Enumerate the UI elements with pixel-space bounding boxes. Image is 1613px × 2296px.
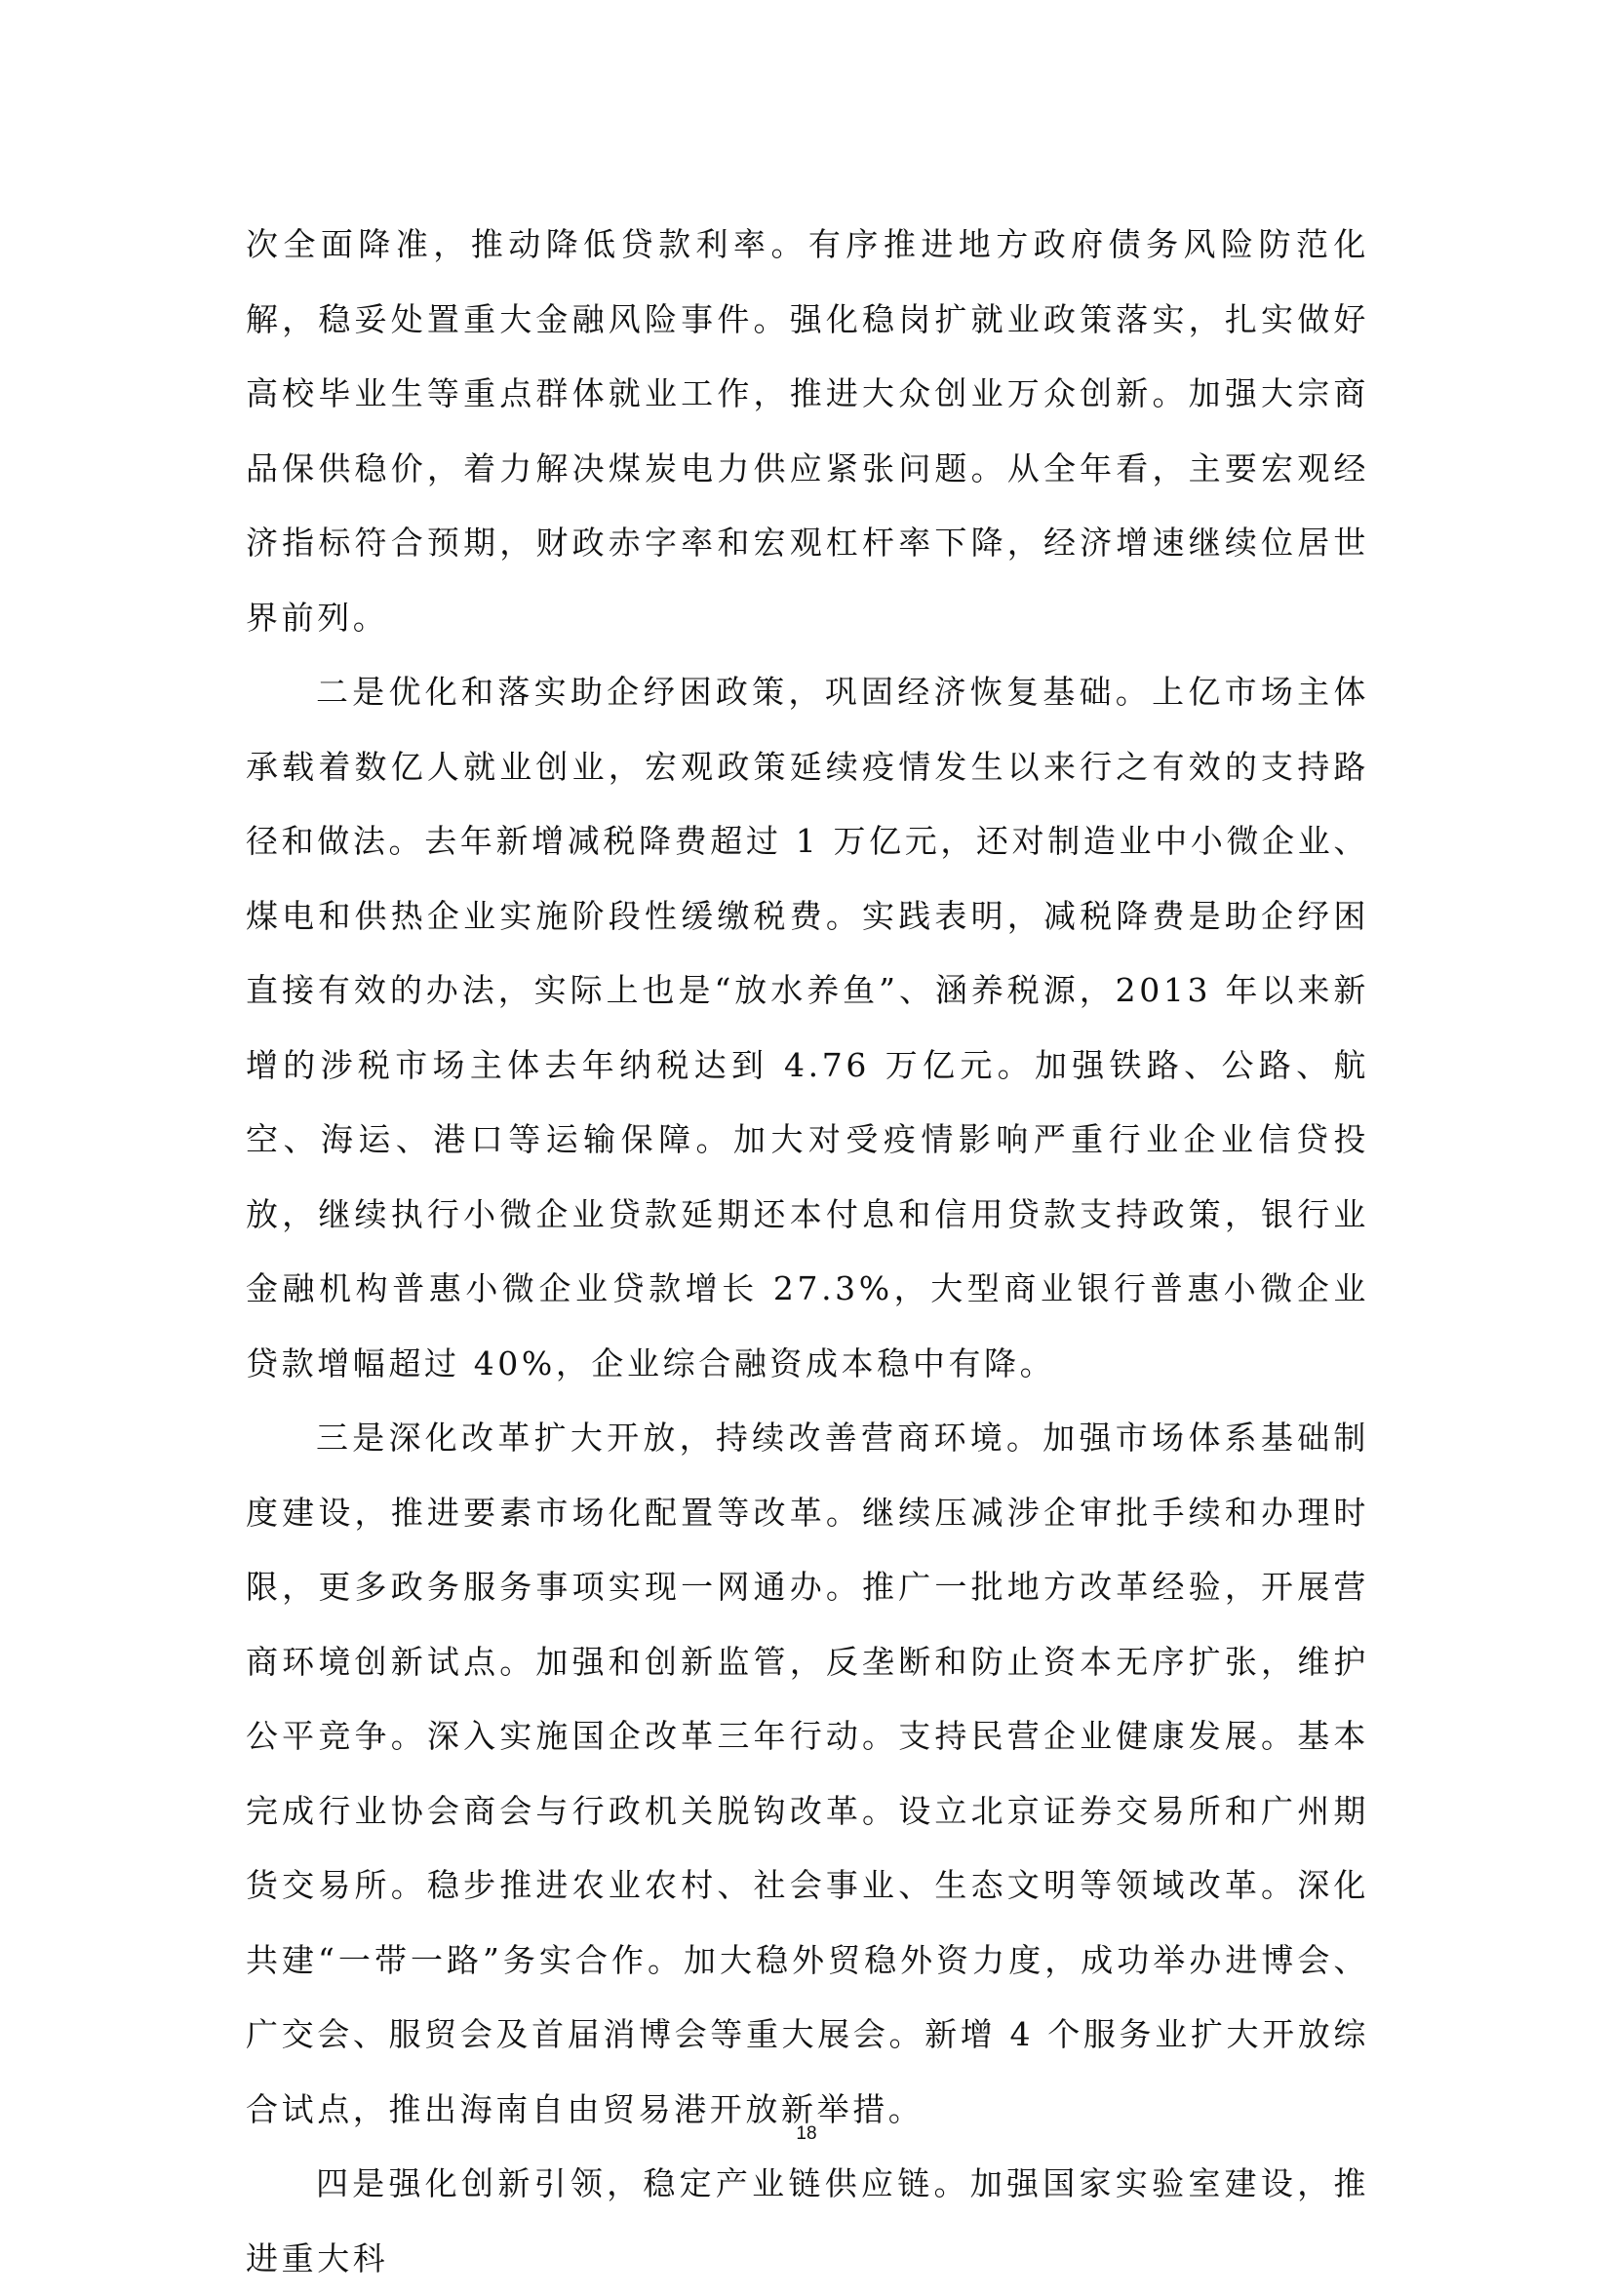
paragraph-4: 四是强化创新引领，稳定产业链供应链。加强国家实验室建设，推进重大科 (246, 2164, 1369, 2277)
body-text (246, 208, 1369, 2296)
paragraph-3: 三是深化改革扩大开放，持续改善营商环境。加强市场体系基础制度建设，推进要素市场化配置等改革。继续压减涉企审批手续和办理时限，更多政务服务事项实现一网通办。推广一批地方改革经验，开展营商环境创新试点。加强和创新监管，反垄断和防止资本无序扩张，维护公平竞争。深入实施国企改革三年行动。支持民营企业健康发展。基本完成行业协会商会与行政机关脱钩改革。设立北京证券交易所和广州期货交易所。稳步推进农业农村、社会事业、生态文明等领域改革。深化共建“一带一路”务实合作。加大稳外贸稳外资力度，成功举办进博会、广交会、服贸会及首届消博会等重大展会。新增 4 个服务业扩大开放综合试点，推出海南自由贸易港开放新举措。 (246, 1419, 1369, 2128)
paragraph-1: 次全面降准，推动降低贷款利率。有序推进地方政府债务风险防范化解，稳妥处置重大金融风险事件。强化稳岗扩就业政策落实，扎实做好高校毕业生等重点群体就业工作，推进大众创业万众创新。加强大宗商品保供稳价，着力解决煤炭电力供应紧张问题。从全年看，主要宏观经济指标符合预期，财政赤字率和宏观杠杆率下降，经济增速继续位居世界前列。 (246, 225, 1369, 637)
page-number: 18 (796, 2123, 817, 2144)
paragraph-2: 二是优化和落实助企纾困政策，巩固经济恢复基础。上亿市场主体承载着数亿人就业创业，宏观政策延续疫情发生以来行之有效的支持路径和做法。去年新增减税降费超过 1 万亿元，还对制造业中小微企业、煤电和供热企业实施阶段性缓缴税费。实践表明，减税降费是助企纾困直接有效的办法，实际上也是“放水养鱼”、涵养税源，2013 年以来新增的涉税市场主体去年纳税达到 4.76 万亿元。加强铁路、公路、航空、海运、港口等运输保障。加大对受疫情影响严重行业企业信贷投放，继续执行小微企业贷款延期还本付息和信用贷款支持政策，银行业金融机构普惠小微企业贷款增长 27.3%，大型商业银行普惠小微企业贷款增幅超过 40%，企业综合融资成本稳中有降。 (246, 673, 1369, 1382)
